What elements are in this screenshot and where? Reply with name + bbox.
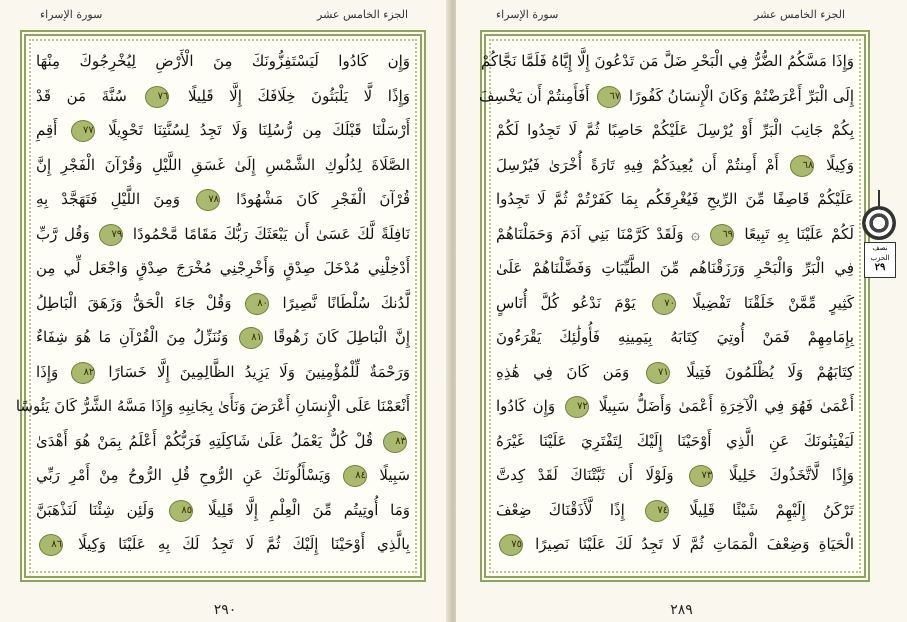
verse-line: بِكُمْ جَانِبَ الْبَرِّ أَوْ يُرْسِلَ عَلَيْكُمْ حَاصِبًا ثُمَّ لَا تَجِدُوا لَكُمْ <box>496 121 854 139</box>
ayah-number-medallion: ٧٠ <box>652 293 676 315</box>
verse-line: وَرَحْمَةٌ لِّلْمُؤْمِنِينَ وَلَا يَزِيدُ الظَّالِمِينَ إِلَّا خَسَارًا ٨٢ وَإِذَا <box>36 355 410 390</box>
ayah-number-medallion: ٦٨ <box>790 155 814 177</box>
right-text-frame <box>480 30 870 582</box>
ayah-number-medallion: ٧٩ <box>99 224 123 246</box>
ayah-number-medallion: ٨٢ <box>71 362 95 384</box>
ayah-number-medallion: ٧٧ <box>71 120 95 142</box>
verse-line: قُرْآنَ الْفَجْرِ كَانَ مَشْهُودًا ٧٨ وَمِنَ اللَّيْلِ فَتَهَجَّدْ بِهِ <box>36 182 410 217</box>
right-page-header <box>456 6 907 28</box>
hizb-number: ٢٩ <box>874 262 886 273</box>
ayah-number-medallion: ٧٦ <box>145 86 169 108</box>
verse-line: لَكُمْ عَلَيْنَا بِهِ تَبِيعًا ٦٩ ۞ وَلَقَدْ كَرَّمْنَا بَنِي آدَمَ وَحَمَلْنَاهُمْ <box>496 217 854 252</box>
verse-line: وَإِذَا مَسَّكُمُ الضُّرُّ فِي الْبَحْرِ ضَلَّ مَن تَدْعُونَ إِلَّا إِيَّاهُ فَلَمَّا نَجَّاكُمْ <box>480 52 854 70</box>
left-page <box>0 0 450 622</box>
verse-line: سَبِيلًا ٨٤ وَيَسْأَلُونَكَ عَنِ الرُّوحِ قُلِ الرُّوحُ مِنْ أَمْرِ رَبِّي <box>36 458 410 493</box>
juz-title: الجزء الخامس عشر <box>754 8 845 21</box>
rosette-icon <box>862 206 896 240</box>
verse-line: أَدْخِلْنِي مُدْخَلَ صِدْقٍ وَأَخْرِجْنِي مُخْرَجَ صِدْقٍ وَاجْعَل لِّي مِن <box>36 259 410 277</box>
verse-line: كِتَابَهُمْ وَلَا يُظْلَمُونَ فَتِيلًا ٧١ وَمَن كَانَ فِي هَٰذِهِ <box>496 355 854 390</box>
verse-line: أَنْعَمْنَا عَلَى الْإِنسَانِ أَعْرَضَ وَنَأَىٰ بِجَانِبِهِ وَإِذَا مَسَّهُ الشَّرُّ كَانَ يَئُوسًا <box>15 397 410 415</box>
verse-line: ٨٣ قُلْ كُلٌّ يَعْمَلُ عَلَىٰ شَاكِلَتِهِ فَرَبُّكُمْ أَعْلَمُ بِمَنْ هُوَ أَهْدَىٰ <box>36 424 410 459</box>
ayah-number-medallion: ٨٣ <box>383 431 407 453</box>
hizb-box <box>864 242 896 278</box>
verse-line: إِلَى الْبَرِّ أَعْرَضْتُمْ وَكَانَ الْإِنسَانُ كَفُورًا ٦٧ أَفَأَمِنتُمْ أَن يَخْسِفَ <box>496 79 854 114</box>
surah-title: سورة الإسراء <box>40 8 103 21</box>
left-text-frame <box>15 30 426 582</box>
verse-line: بِالَّذِي أَوْحَيْنَا إِلَيْكَ ثُمَّ لَا تَجِدُ لَكَ بِهِ عَلَيْنَا وَكِيلًا ٨٦ <box>36 527 410 562</box>
verse-line: وَإِن كَادُوا لَيَسْتَفِزُّونَكَ مِنَ الْأَرْضِ لِيُخْرِجُوكَ مِنْهَا <box>36 52 410 70</box>
ayah-number-medallion: ٧٨ <box>196 189 220 211</box>
ayah-number-medallion: ٨٥ <box>169 500 193 522</box>
hizb-label: نصف الحزب <box>870 244 890 262</box>
verse-line: عَلَيْكُمْ قَاصِفًا مِّنَ الرِّيحِ فَيُغْرِقَكُم بِمَا كَفَرْتُمْ ثُمَّ لَا تَجِدُوا <box>496 190 854 208</box>
ayah-number-medallion: ٧٥ <box>499 534 523 556</box>
ayah-number-medallion: ٨٠ <box>245 293 269 315</box>
verse-line: أَعْمَىٰ فَهُوَ فِي الْآخِرَةِ أَعْمَىٰ وَأَضَلُّ سَبِيلًا ٧٢ وَإِن كَادُوا <box>496 389 854 424</box>
ayah-number-medallion: ٦٧ <box>597 86 621 108</box>
surah-title: سورة الإسراء <box>496 8 559 21</box>
verse-line: لَّدُنكَ سُلْطَانًا نَّصِيرًا ٨٠ وَقُلْ جَاءَ الْحَقُّ وَزَهَقَ الْبَاطِلُ <box>36 286 410 321</box>
marker-stem <box>878 190 880 206</box>
verse-line: وَإِذًا لَّاتَّخَذُوكَ خَلِيلًا ٧٣ وَلَوْلَا أَن ثَبَّتْنَاكَ لَقَدْ كِدتَّ <box>496 458 854 493</box>
verse-line: وَإِذًا لَّا يَلْبَثُونَ خِلَافَكَ إِلَّا قَلِيلًا ٧٦ سُنَّةَ مَن قَدْ <box>36 79 410 114</box>
verse-line: لَيَفْتِنُونَكَ عَنِ الَّذِي أَوْحَيْنَا إِلَيْكَ لِتَفْتَرِيَ عَلَيْنَا غَيْرَهُ <box>496 431 854 450</box>
ayah-number-medallion: ٧٤ <box>645 500 669 522</box>
ayah-number-medallion: ٧٣ <box>689 465 713 487</box>
verse-line: الصَّلَاةَ لِدُلُوكِ الشَّمْسِ إِلَىٰ غَسَقِ اللَّيْلِ وَقُرْآنَ الْفَجْرِ إِنَّ <box>36 155 410 174</box>
ayah-number-medallion: ٧٢ <box>565 396 589 418</box>
ayah-number-medallion: ٧١ <box>646 362 670 384</box>
ayah-number-medallion: ٦٩ <box>710 224 734 246</box>
verse-line: بِإِمَامِهِمْ فَمَنْ أُوتِيَ كِتَابَهُ بِيَمِينِهِ فَأُولَٰئِكَ يَقْرَءُونَ <box>496 328 854 346</box>
verse-line: إِنَّ الْبَاطِلَ كَانَ زَهُوقًا ٨١ وَنُنَزِّلُ مِنَ الْقُرْآنِ مَا هُوَ شِفَاءٌ <box>36 320 410 355</box>
hizb-marker <box>860 190 898 282</box>
ayah-number-medallion: ٨٦ <box>39 534 63 556</box>
page-number: ٢٩٠ <box>213 602 237 618</box>
verse-line: وَمَا أُوتِيتُم مِّنَ الْعِلْمِ إِلَّا قَلِيلًا ٨٥ وَلَئِن شِئْنَا لَنَذْهَبَنَّ <box>36 493 410 528</box>
verse-line: وَكِيلًا ٦٨ أَمْ أَمِنتُمْ أَن يُعِيدَكُمْ فِيهِ تَارَةً أُخْرَىٰ فَيُرْسِلَ <box>496 148 854 183</box>
juz-title: الجزء الخامس عشر <box>317 8 408 21</box>
verse-line: أَرْسَلْنَا قَبْلَكَ مِن رُّسُلِنَا وَلَا تَجِدُ لِسُنَّتِنَا تَحْوِيلًا ٧٧ أَقِمِ <box>36 113 410 148</box>
verse-line: الْحَيَاةِ وَضِعْفَ الْمَمَاتِ ثُمَّ لَا تَجِدُ لَكَ عَلَيْنَا نَصِيرًا ٧٥ <box>496 527 854 562</box>
verse-line: نَافِلَةً لَّكَ عَسَىٰ أَن يَبْعَثَكَ رَبُّكَ مَقَامًا مَّحْمُودًا ٧٩ وَقُل رَّبِّ <box>36 217 410 252</box>
verse-line: فِي الْبَرِّ وَالْبَحْرِ وَرَزَقْنَاهُم مِّنَ الطَّيِّبَاتِ وَفَضَّلْنَاهُمْ عَلَىٰ <box>496 259 854 277</box>
verse-line: تَرْكَنُ إِلَيْهِمْ شَيْئًا قَلِيلًا ٧٤ إِذًا لَّأَذَقْنَاكَ ضِعْفَ <box>496 493 854 528</box>
ayah-number-medallion: ٨٤ <box>343 465 367 487</box>
page-number: ٢٨٩ <box>670 602 693 618</box>
ayah-number-medallion: ٨١ <box>239 327 263 349</box>
left-page-header <box>0 6 450 28</box>
right-page <box>456 0 907 622</box>
verse-line: كَثِيرٍ مِّمَّنْ خَلَقْنَا تَفْضِيلًا ٧٠ يَوْمَ نَدْعُو كُلَّ أُنَاسٍ <box>496 286 854 321</box>
